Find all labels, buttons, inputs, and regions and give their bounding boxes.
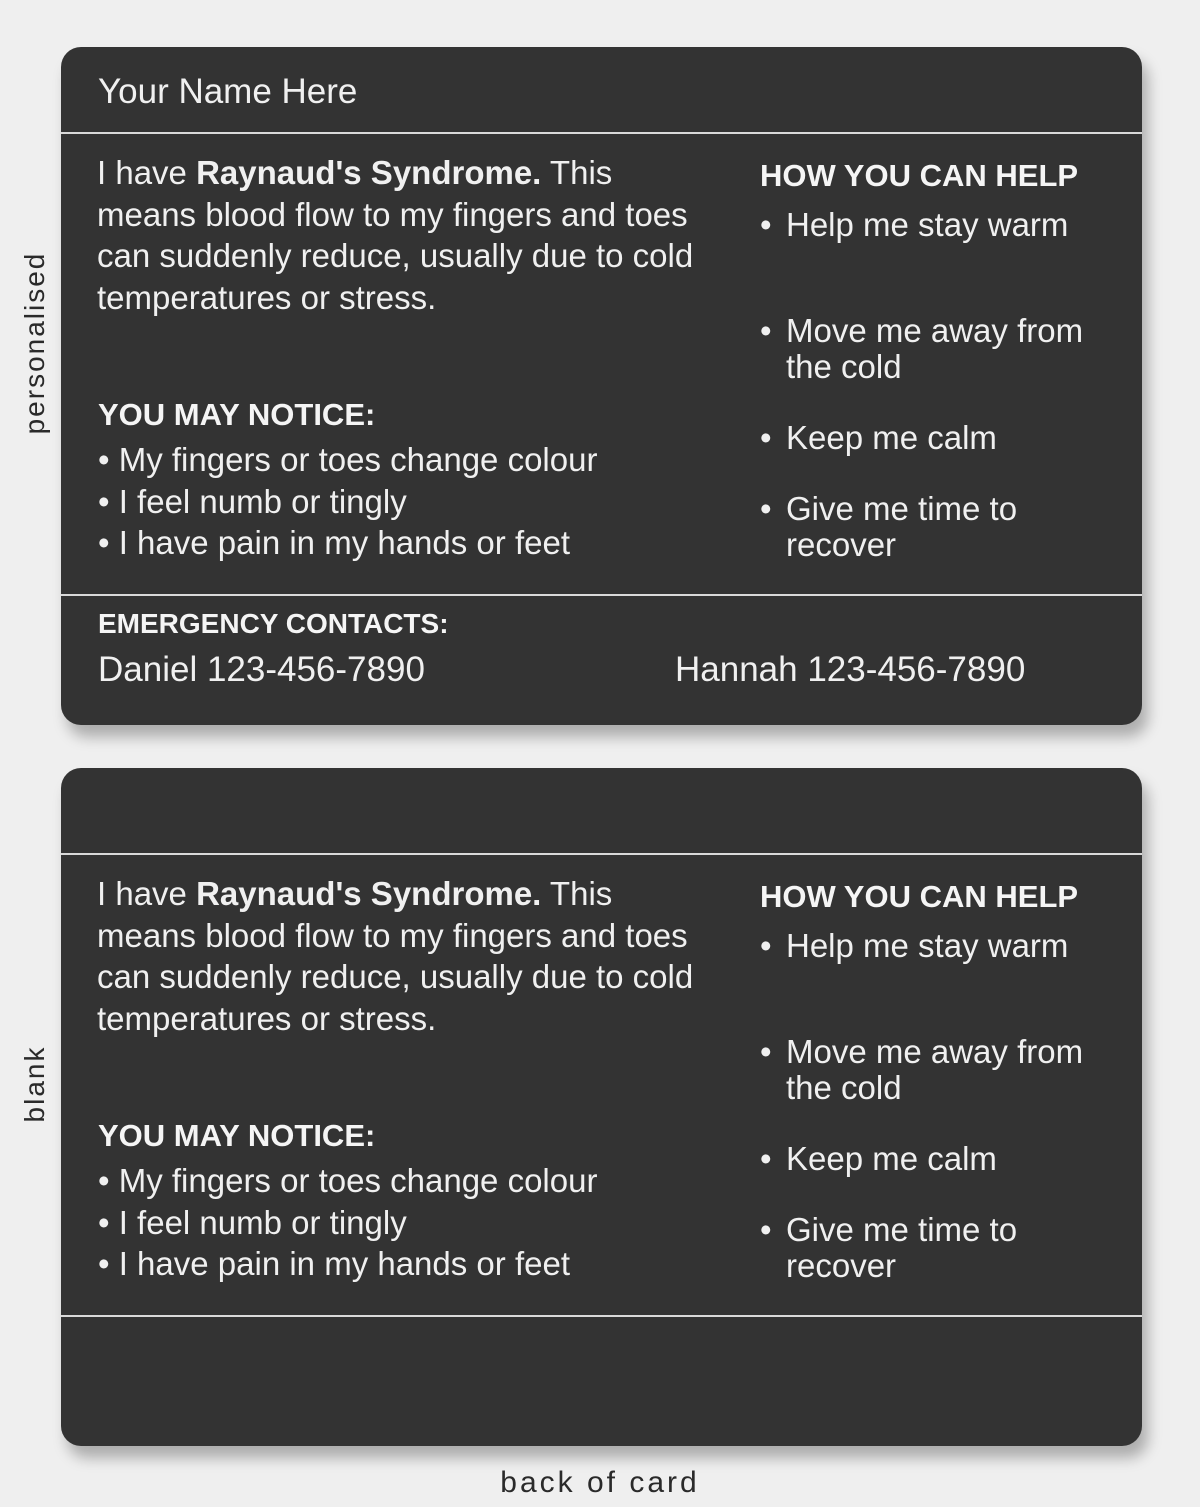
help-title: HOW YOU CAN HELP (760, 879, 1079, 914)
notice-title: YOU MAY NOTICE: (98, 1118, 376, 1153)
personalised-card: Your Name Here I have Raynaud's Syndrome. This means blood flow to my fingers and toes can suddenly reduce, usually due to cold temperatures or stress. YOU MAY NOTICE: • My fingers or toes change colour • I feel numb or tingly • I have pain in my hands or feet HOW YOU CAN HELP • Help me stay warm • Move me away from the cold • Keep me calm • Give me time to recover EMERGENCY CONTACTS: Daniel 123-456-7890 Hannah 123-456-7890 (61, 47, 1142, 725)
emergency-contact: Daniel 123-456-7890 (98, 650, 425, 689)
notice-list (98, 439, 597, 564)
blank-card: I have Raynaud's Syndrome. This means blood flow to my fingers and toes can suddenly reduce, usually due to cold temperatures or stress. YOU MAY NOTICE: • My fingers or toes change colour • I feel numb or tingly • I have pain in my hands or feet HOW YOU CAN HELP • Help me stay warm • Move me away from the cold • Keep me calm • Give me time to recover (61, 768, 1142, 1446)
help-title: HOW YOU CAN HELP (760, 158, 1079, 193)
blank-label: blank (19, 1045, 50, 1123)
footer-label: back of card (500, 1466, 700, 1499)
personalised-label: personalised (19, 251, 50, 435)
emergency-contact: Hannah 123-456-7890 (675, 650, 1026, 689)
condition-name: Raynaud's Syndrome. (196, 154, 542, 191)
condition-description: I have Raynaud's Syndrome. This means blood flow to my fingers and toes can suddenly reduce, usually due to cold temperatures or stress. (97, 875, 694, 1037)
notice-item: • I have pain in my hands or feet (98, 524, 570, 561)
bottom-divider (61, 1315, 1142, 1317)
card-name: Your Name Here (98, 72, 358, 111)
notice-item: • I feel numb or tingly (98, 1203, 407, 1241)
condition-description: I have Raynaud's Syndrome. This means blood flow to my fingers and toes can suddenly reduce, usually due to cold temperatures or stress. (97, 154, 694, 316)
bottom-divider (61, 594, 1142, 596)
notice-list (98, 1160, 597, 1285)
notice-item: • I have pain in my hands or feet (98, 1245, 570, 1282)
top-divider (61, 132, 1142, 134)
top-divider (61, 853, 1142, 855)
notice-title: YOU MAY NOTICE: (98, 397, 376, 432)
notice-item: • I feel numb or tingly (98, 482, 407, 520)
condition-name: Raynaud's Syndrome. (196, 875, 542, 912)
emergency-title: EMERGENCY CONTACTS: (98, 608, 449, 639)
notice-item: • My fingers or toes change colour (98, 441, 598, 478)
notice-item: • My fingers or toes change colour (98, 1162, 598, 1199)
